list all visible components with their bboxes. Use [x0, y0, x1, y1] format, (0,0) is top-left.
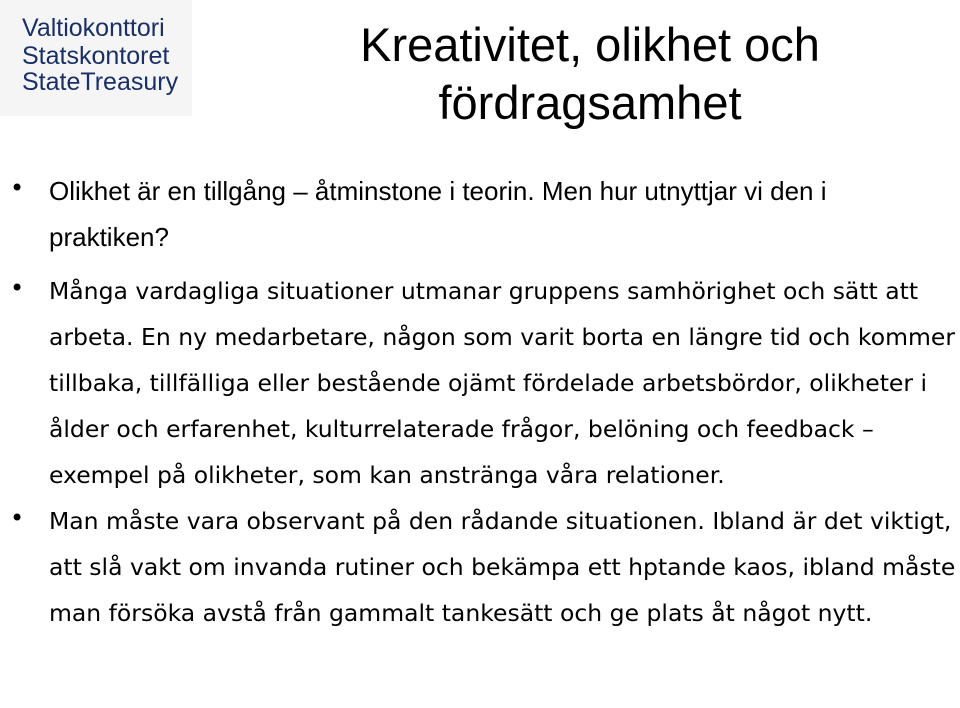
- bullet-item: [0, 168, 960, 260]
- logo-line-swedish: Statskontoret: [22, 42, 170, 70]
- bullet-item: [0, 268, 960, 498]
- bullet-item: [0, 498, 960, 636]
- bullet-text: Man måste vara observant på den rådande situationen. Ibland är det viktigt, att slå vakt om invanda rutiner och bekämpa ett hptande kaos, ibland måste man försöka avstå från gammalt tankesätt och ge plats åt något nytt.: [49, 507, 956, 627]
- bullet-icon: •: [10, 274, 25, 302]
- bullet-text: Olikhet är en tillgång – åtminstone i teorin. Men hur utnyttjar vi den i praktiken?: [49, 176, 827, 252]
- bullet-list: [0, 168, 960, 636]
- organization-logo: [0, 0, 192, 116]
- bullet-icon: •: [10, 504, 25, 532]
- bullet-text: Många vardagliga situationer utmanar gruppens samhörighet och sätt att arbeta. En ny medarbetare, någon som varit borta en längre tid och kommer tillbaka, tillfälliga eller bestående ojämt fördelade arbetsbördor, olikheter i ålder och erfarenhet, kulturrelaterade frågor, belöning och feedback – exempel på olikheter, som kan anstränga våra relationer.: [49, 277, 955, 489]
- slide-title: Kreativitet, olikhet och fördragsamhet: [360, 18, 820, 129]
- bullet-icon: •: [10, 174, 25, 202]
- logo-line-english: StateTreasury: [22, 68, 179, 96]
- logo-line-finnish: Valtiokonttori: [22, 14, 165, 42]
